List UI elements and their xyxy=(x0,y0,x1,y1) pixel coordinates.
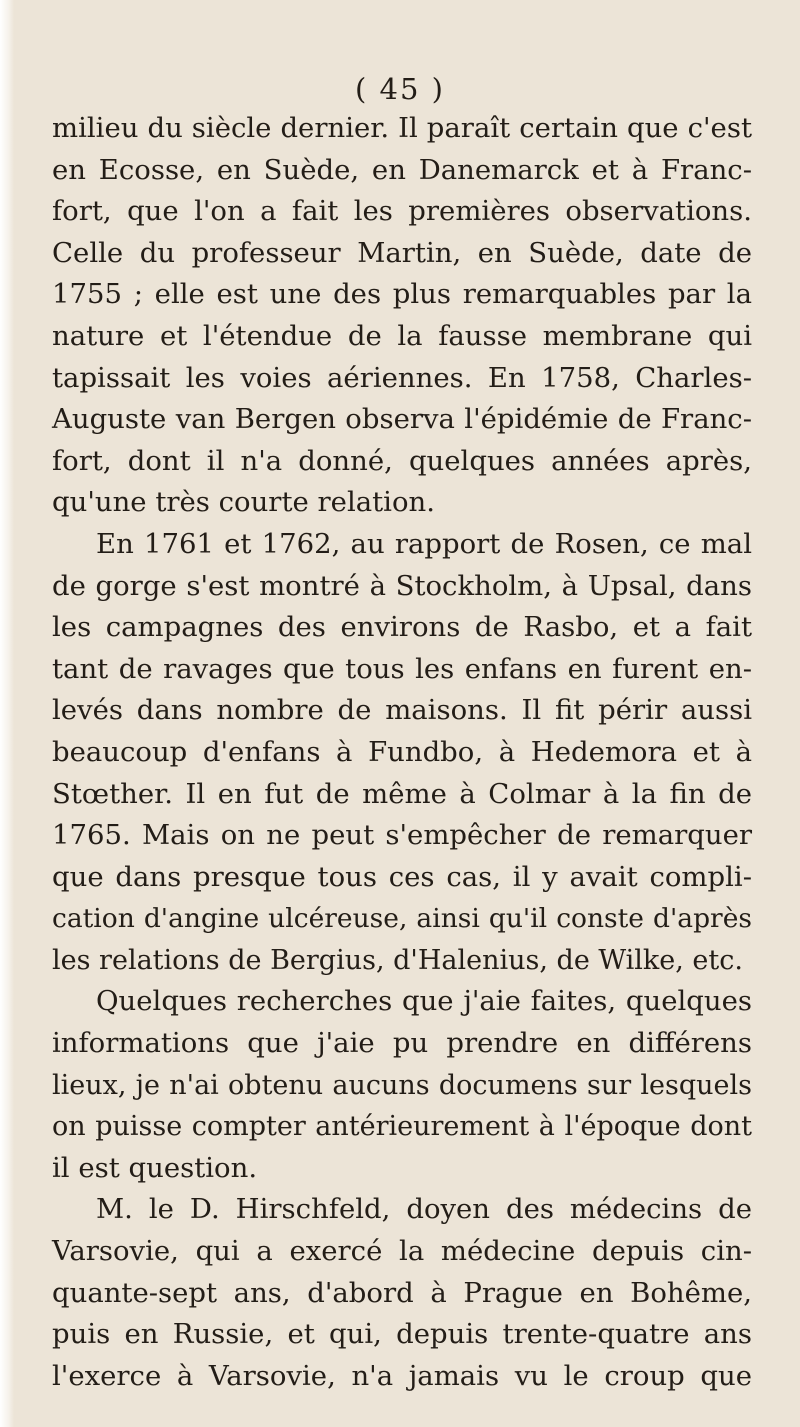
text-line: de gorge s'est montré à Stockholm, à Upsal, dans xyxy=(52,569,752,602)
page-number: ( 45 ) xyxy=(355,72,445,106)
text-line: tant de ravages que tous les enfans en furent en- xyxy=(52,652,752,685)
text-line: qu'une très courte relation. xyxy=(52,486,435,519)
text-line: on puisse compter antérieurement à l'époque dont xyxy=(52,1111,752,1143)
text-line: En 1761 et 1762, au rapport de Rosen, ce mal xyxy=(96,527,752,560)
text-line: nature et l'étendue de la fausse membrane qui xyxy=(52,319,752,352)
text-line: Quelques recherches que j'aie faites, quelques xyxy=(96,985,752,1018)
text-line: fort, que l'on a fait les premières observations. xyxy=(52,195,752,228)
text-line: beaucoup d'enfans à Fundbo, à Hedemora et à xyxy=(52,735,752,768)
text-line: cation d'angine ulcéreuse, ainsi qu'il conste d'après xyxy=(52,903,752,935)
text-line: levés dans nombre de maisons. Il fit périr aussi xyxy=(52,694,752,727)
body-text xyxy=(52,108,752,1397)
text-line: puis en Russie, et qui, depuis trente-quatre ans xyxy=(52,1318,752,1351)
text-line: il est question. xyxy=(52,1151,258,1184)
text-line: lieux, je n'ai obtenu aucuns documens sur lesquels xyxy=(52,1069,752,1101)
text-line: 1755 ; elle est une des plus remarquables par la xyxy=(52,278,752,311)
text-line: les campagnes des environs de Rasbo, et a fait xyxy=(52,611,752,644)
text-line: quante-sept ans, d'abord à Prague en Bohême, xyxy=(52,1276,752,1309)
text-line: informations que j'aie pu prendre en différens xyxy=(52,1027,752,1060)
text-line: Varsovie, qui a exercé la médecine depuis cin- xyxy=(52,1235,752,1268)
text-line: que dans presque tous ces cas, il y avait compli- xyxy=(52,860,752,893)
text-line: Auguste van Bergen observa l'épidémie de Franc- xyxy=(52,403,752,436)
text-line: l'exerce à Varsovie, n'a jamais vu le croup que xyxy=(52,1359,752,1392)
text-line: tapissait les voies aériennes. En 1758, Charles- xyxy=(52,361,752,394)
page-edge xyxy=(0,0,14,1427)
text-line: fort, dont il n'a donné, quelques années après, xyxy=(52,444,752,477)
text-line: Celle du professeur Martin, en Suède, date de xyxy=(52,236,752,269)
text-line: en Ecosse, en Suède, en Danemarck et à Franc- xyxy=(52,153,752,186)
text-line: les relations de Bergius, d'Halenius, de Wilke, etc. xyxy=(52,944,743,976)
text-line: Stœther. Il en fut de même à Colmar à la fin de xyxy=(52,777,752,810)
text-line: milieu du siècle dernier. Il paraît certain que c'est xyxy=(52,112,752,144)
text-line: M. le D. Hirschfeld, doyen des médecins de xyxy=(96,1193,752,1226)
text-line: 1765. Mais on ne peut s'empêcher de remarquer xyxy=(52,819,752,852)
